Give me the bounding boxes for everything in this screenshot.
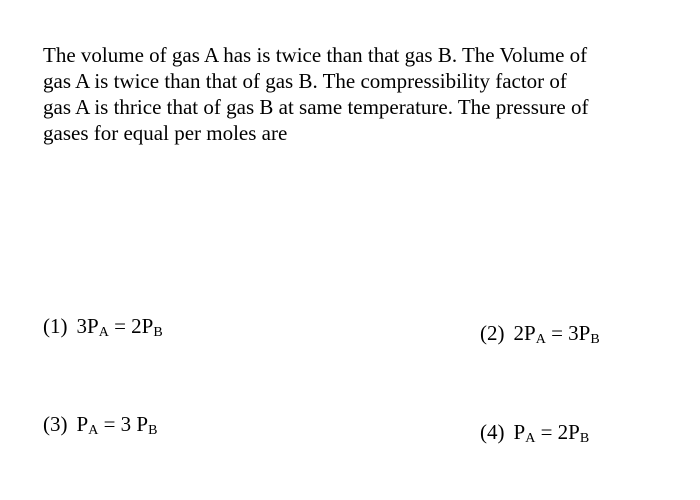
option-rhs-coefficient: 2P <box>557 420 580 444</box>
option-number: (1) <box>43 314 68 338</box>
option-rhs-subscript: B <box>148 423 158 438</box>
option-lhs-coefficient: 2P <box>513 321 536 345</box>
question-line: gases for equal per moles are <box>43 121 288 145</box>
option-number: (2) <box>480 321 505 345</box>
option-equals: = <box>535 420 558 444</box>
option-number: (4) <box>480 420 505 444</box>
option-lhs-subscript: A <box>88 423 99 438</box>
option-rhs-subscript: B <box>590 332 600 347</box>
question-line: The volume of gas A has is twice than that gas B. The Volume of <box>43 43 588 67</box>
option-number: (3) <box>43 412 68 436</box>
option-lhs-coefficient: P <box>76 412 89 436</box>
option-rhs-subscript: B <box>579 431 590 446</box>
option-4[interactable] <box>480 419 589 445</box>
question-text <box>43 42 643 146</box>
option-2[interactable] <box>480 320 600 346</box>
option-equals: = <box>545 321 569 345</box>
question-line: gas A is thrice that of gas B at same temperature. The pressure of <box>43 95 589 119</box>
option-lhs-subscript: A <box>98 325 109 340</box>
option-equals: = <box>98 412 121 436</box>
option-lhs-coefficient: P <box>513 420 526 444</box>
option-lhs-coefficient: 3P <box>76 314 99 338</box>
option-lhs-subscript: A <box>535 332 546 347</box>
question-line: gas A is twice than that of gas B. The compressibility factor of <box>43 69 567 93</box>
option-equals: = <box>108 314 132 338</box>
option-rhs-coefficient: 2P <box>131 314 154 338</box>
option-lhs-subscript: A <box>525 431 536 446</box>
option-rhs-subscript: B <box>153 325 163 340</box>
option-1[interactable] <box>43 313 163 339</box>
option-rhs-coefficient: 3P <box>568 321 591 345</box>
option-rhs-coefficient: 3 P <box>120 412 149 436</box>
option-3[interactable] <box>43 411 157 437</box>
